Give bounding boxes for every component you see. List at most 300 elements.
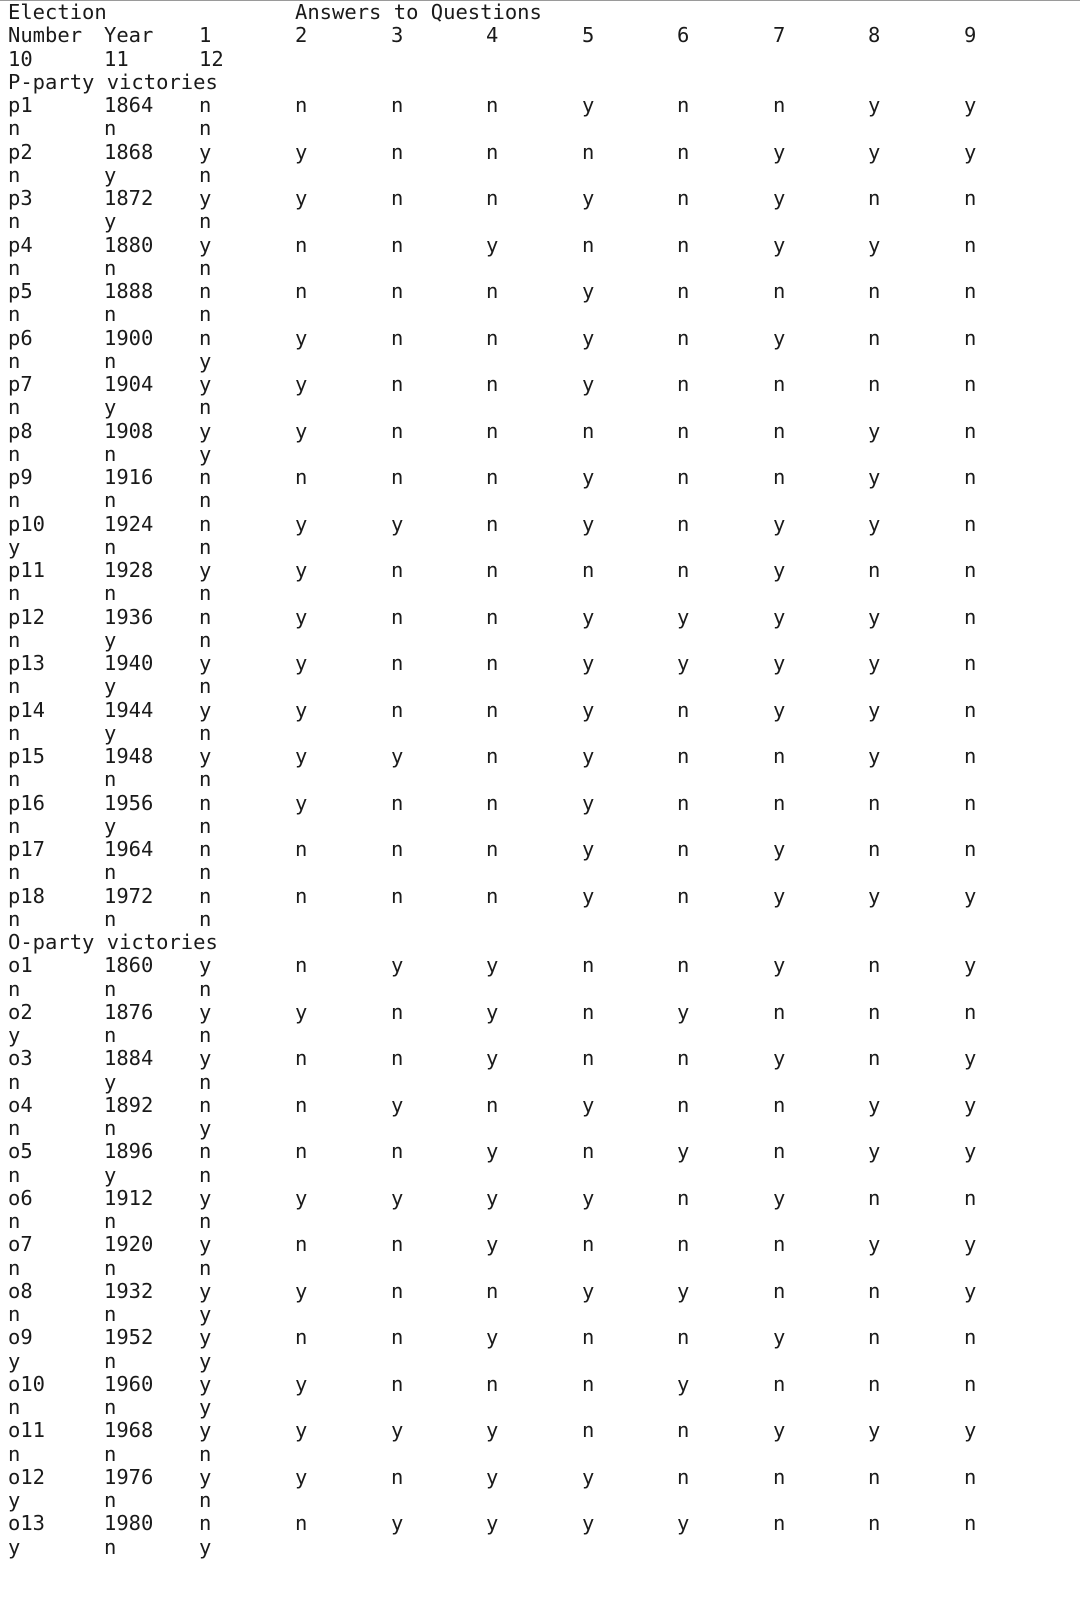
answer-q11: n [104, 1116, 117, 1140]
answer-q6: n [677, 953, 690, 978]
answer-q7: y [773, 558, 786, 582]
answer-q3: n [391, 465, 404, 489]
table-row-continued [0, 349, 1080, 373]
election-year: 1904 [104, 372, 154, 396]
answer-q9: n [964, 186, 977, 210]
answer-q2: y [295, 511, 308, 536]
answer-q6: n [677, 1046, 690, 1071]
table-row [0, 605, 1080, 629]
table-row [0, 1465, 1080, 1489]
table-row-continued [0, 674, 1080, 698]
answer-q7: y [773, 604, 786, 629]
answer-q11: n [104, 906, 117, 931]
table-row [0, 791, 1080, 815]
answer-q4: n [486, 279, 499, 303]
answer-q11: n [104, 1395, 117, 1419]
election-number: o10 [8, 1371, 46, 1396]
answer-q11: n [104, 767, 117, 792]
answer-q11: y [104, 627, 117, 652]
election-number: p4 [8, 232, 33, 257]
answer-q5: n [582, 1325, 595, 1350]
header-question-10: 10 [8, 46, 33, 71]
election-number: o8 [8, 1278, 33, 1303]
election-year: 1968 [104, 1418, 154, 1443]
header-year: Year [104, 23, 154, 48]
answer-q6: n [677, 1418, 690, 1443]
answer-q9: n [964, 697, 977, 722]
answer-q10: y [8, 1023, 21, 1047]
election-number: p12 [8, 604, 46, 629]
answer-q1: n [199, 279, 212, 303]
answer-q7: y [773, 325, 786, 350]
answer-q8: n [868, 1185, 881, 1210]
answer-q1: n [199, 790, 212, 815]
answer-q11: n [104, 1441, 117, 1466]
table-row-continued [0, 163, 1080, 187]
answer-q2: y [295, 1371, 308, 1396]
answer-q5: y [582, 511, 595, 536]
answer-q10: n [8, 1116, 21, 1140]
answer-q3: n [391, 1232, 404, 1257]
answer-q12: n [199, 488, 212, 513]
answer-q8: n [868, 1371, 881, 1396]
table-row [0, 512, 1080, 536]
answer-q3: n [391, 697, 404, 722]
answer-q1: y [199, 139, 212, 164]
table-row [0, 279, 1080, 303]
answer-q10: n [8, 395, 21, 420]
election-number: p16 [8, 790, 46, 815]
answer-q11: n [104, 1023, 117, 1047]
answer-q11: n [104, 581, 117, 606]
answer-q1: y [199, 1325, 212, 1350]
answer-q6: n [677, 325, 690, 350]
election-year: 1912 [104, 1185, 154, 1210]
election-year: 1888 [104, 279, 154, 303]
table-row-continued [0, 581, 1080, 605]
answer-q4: n [486, 1092, 499, 1117]
answer-q6: y [677, 604, 690, 629]
answer-q9: n [964, 790, 977, 815]
answer-q12: n [199, 162, 212, 187]
answer-q9: y [964, 1232, 977, 1257]
answer-q7: n [773, 465, 786, 489]
answer-q1: n [199, 93, 212, 117]
election-year: 1900 [104, 325, 154, 350]
election-year: 1960 [104, 1371, 154, 1396]
answer-q2: n [295, 1092, 308, 1117]
answer-q5: y [582, 651, 595, 675]
answer-q6: n [677, 1325, 690, 1350]
election-number: p3 [8, 186, 33, 210]
election-year: 1872 [104, 186, 154, 210]
answer-q8: n [868, 1464, 881, 1489]
header-question-3: 3 [391, 23, 404, 48]
answer-q4: n [486, 186, 499, 210]
answer-q3: n [391, 1278, 404, 1303]
table-row [0, 419, 1080, 443]
election-number: o12 [8, 1464, 46, 1489]
answer-q7: n [773, 1464, 786, 1489]
table-row [0, 372, 1080, 396]
answer-q9: n [964, 279, 977, 303]
answer-q12: n [199, 627, 212, 652]
election-number: o4 [8, 1092, 33, 1117]
answer-q6: n [677, 837, 690, 861]
answer-q11: y [104, 1069, 117, 1094]
answer-q2: y [295, 186, 308, 210]
answer-q7: y [773, 883, 786, 908]
answer-q12: n [199, 534, 212, 559]
answer-q7: n [773, 1092, 786, 1117]
table-row-continued [0, 1442, 1080, 1466]
answer-q9: n [964, 651, 977, 675]
answer-q5: y [582, 1092, 595, 1117]
election-year: 1908 [104, 418, 154, 443]
answer-q11: n [104, 1534, 117, 1559]
election-year: 1884 [104, 1046, 154, 1071]
answer-q8: y [868, 1092, 881, 1117]
answer-q1: n [199, 883, 212, 908]
answer-q9: n [964, 1325, 977, 1350]
answer-q12: n [199, 813, 212, 838]
answer-q7: n [773, 93, 786, 117]
election-year: 1924 [104, 511, 154, 536]
answer-q12: n [199, 1488, 212, 1512]
answer-q8: n [868, 372, 881, 396]
answer-q1: y [199, 372, 212, 396]
table-row [0, 651, 1080, 675]
answer-q7: y [773, 139, 786, 164]
answer-q4: n [486, 1278, 499, 1303]
answer-q8: n [868, 325, 881, 350]
answer-q12: n [199, 1255, 212, 1280]
answer-q10: n [8, 1162, 21, 1187]
answer-q3: n [391, 232, 404, 257]
election-number: o1 [8, 953, 33, 978]
table-row [0, 233, 1080, 257]
answer-q6: y [677, 1511, 690, 1536]
election-number: o6 [8, 1185, 33, 1210]
answer-q6: n [677, 511, 690, 536]
election-year: 1876 [104, 999, 154, 1024]
answer-q3: n [391, 999, 404, 1024]
answer-q12: y [199, 441, 212, 466]
header-number: Number [8, 23, 83, 48]
election-number: o9 [8, 1325, 33, 1350]
answer-q1: y [199, 697, 212, 722]
answer-q3: n [391, 558, 404, 582]
answer-q9: n [964, 999, 977, 1024]
answer-q2: n [295, 279, 308, 303]
answer-q4: n [486, 558, 499, 582]
answer-q9: n [964, 372, 977, 396]
answer-q7: y [773, 511, 786, 536]
answer-q9: n [964, 558, 977, 582]
answer-q12: y [199, 1348, 212, 1373]
election-number: p13 [8, 651, 46, 675]
table-row [0, 1046, 1080, 1070]
answer-q8: y [868, 1418, 881, 1443]
answer-q5: n [582, 1371, 595, 1396]
answer-q11: y [104, 395, 117, 420]
answer-q12: n [199, 860, 212, 885]
answer-q10: y [8, 1534, 21, 1559]
answer-q1: n [199, 465, 212, 489]
table-row-continued [0, 209, 1080, 233]
answer-q6: n [677, 186, 690, 210]
answer-q8: y [868, 232, 881, 257]
table-row-continued [0, 814, 1080, 838]
answer-q2: n [295, 837, 308, 861]
answer-q1: n [199, 604, 212, 629]
answer-q1: y [199, 1185, 212, 1210]
answer-q3: n [391, 1139, 404, 1164]
answer-q11: y [104, 720, 117, 745]
answer-q12: n [199, 209, 212, 234]
answer-q5: y [582, 1511, 595, 1536]
answer-q11: n [104, 488, 117, 513]
election-number: o3 [8, 1046, 33, 1071]
election-year: 1980 [104, 1511, 154, 1536]
election-year: 1916 [104, 465, 154, 489]
answer-q10: n [8, 302, 21, 327]
election-year: 1964 [104, 837, 154, 861]
table-row [0, 1000, 1080, 1024]
election-number: o5 [8, 1139, 33, 1164]
answer-q3: n [391, 790, 404, 815]
table-row [0, 884, 1080, 908]
answer-q3: n [391, 1464, 404, 1489]
election-year: 1948 [104, 744, 154, 768]
answer-q4: n [486, 651, 499, 675]
table-row-continued [0, 1163, 1080, 1187]
header-question-1: 1 [199, 23, 212, 48]
table-row [0, 465, 1080, 489]
answer-q6: n [677, 558, 690, 582]
table-row [0, 1279, 1080, 1303]
answer-q2: y [295, 1278, 308, 1303]
answer-q7: y [773, 1325, 786, 1350]
answer-q8: n [868, 279, 881, 303]
answer-q10: n [8, 162, 21, 187]
answer-q3: n [391, 604, 404, 629]
answer-q2: n [295, 1511, 308, 1536]
answer-q3: n [391, 1046, 404, 1071]
answer-q2: y [295, 1185, 308, 1210]
answer-q6: n [677, 232, 690, 257]
election-number: o7 [8, 1232, 33, 1257]
answer-q3: n [391, 1325, 404, 1350]
answer-q5: y [582, 279, 595, 303]
election-number: p7 [8, 372, 33, 396]
answer-q12: n [199, 1209, 212, 1233]
answer-q12: n [199, 1441, 212, 1466]
answer-q4: n [486, 790, 499, 815]
table-row [0, 953, 1080, 977]
answer-q12: n [199, 1023, 212, 1047]
answer-q9: n [964, 465, 977, 489]
answer-q9: y [964, 1139, 977, 1164]
answer-q8: n [868, 1278, 881, 1303]
answer-q7: y [773, 186, 786, 210]
table-row [0, 1511, 1080, 1535]
answer-q11: n [104, 534, 117, 559]
answer-q9: n [964, 1371, 977, 1396]
answer-q5: y [582, 697, 595, 722]
answer-q10: n [8, 860, 21, 885]
answer-q11: y [104, 209, 117, 234]
answer-q6: n [677, 744, 690, 768]
election-number: p9 [8, 465, 33, 489]
answer-q11: n [104, 348, 117, 373]
answer-q10: n [8, 674, 21, 699]
table-row-continued [0, 256, 1080, 280]
answer-q11: y [104, 813, 117, 838]
answer-q5: y [582, 325, 595, 350]
table-row [0, 1372, 1080, 1396]
answer-q9: n [964, 325, 977, 350]
answer-q5: y [582, 186, 595, 210]
section-heading: P-party victories [8, 69, 218, 94]
election-year: 1880 [104, 232, 154, 257]
header-question-7: 7 [773, 23, 786, 48]
answer-q2: n [295, 953, 308, 978]
answer-q1: n [199, 325, 212, 350]
answer-q5: y [582, 465, 595, 489]
answer-q4: n [486, 93, 499, 117]
answer-q7: n [773, 999, 786, 1024]
election-year: 1864 [104, 93, 154, 117]
answer-q6: n [677, 1185, 690, 1210]
answer-q12: n [199, 674, 212, 699]
answer-q5: y [582, 93, 595, 117]
answer-q4: n [486, 511, 499, 536]
answer-q11: n [104, 302, 117, 327]
answer-q3: n [391, 837, 404, 861]
table-row [0, 140, 1080, 164]
answer-q2: y [295, 999, 308, 1024]
answer-q7: n [773, 1371, 786, 1396]
header-question-2: 2 [295, 23, 308, 48]
answer-q2: n [295, 883, 308, 908]
table-row [0, 744, 1080, 768]
answer-q1: y [199, 1371, 212, 1396]
answer-q8: n [868, 558, 881, 582]
answer-q4: n [486, 139, 499, 164]
election-year: 1952 [104, 1325, 154, 1350]
answer-q4: y [486, 1511, 499, 1536]
answer-q10: y [8, 1488, 21, 1512]
answer-q2: y [295, 1418, 308, 1443]
answer-q8: n [868, 1511, 881, 1536]
answer-q7: y [773, 697, 786, 722]
answer-q3: n [391, 93, 404, 117]
answer-q10: n [8, 767, 21, 792]
answer-q12: y [199, 1395, 212, 1419]
answer-q7: y [773, 1046, 786, 1071]
answer-q1: y [199, 1232, 212, 1257]
table-row [0, 1139, 1080, 1163]
answer-q4: y [486, 1046, 499, 1071]
answer-q8: y [868, 604, 881, 629]
answer-q4: y [486, 232, 499, 257]
answer-q3: y [391, 1185, 404, 1210]
answer-q8: y [868, 1139, 881, 1164]
answer-q3: n [391, 279, 404, 303]
header-question-4: 4 [486, 23, 499, 48]
answer-q2: n [295, 93, 308, 117]
answer-q12: n [199, 581, 212, 606]
answer-q7: y [773, 953, 786, 978]
answer-q10: n [8, 1302, 21, 1326]
answer-q2: y [295, 372, 308, 396]
answer-q3: y [391, 1418, 404, 1443]
answer-q2: y [295, 604, 308, 629]
answer-q9: y [964, 953, 977, 978]
answer-q11: y [104, 1162, 117, 1187]
answer-q5: y [582, 744, 595, 768]
answer-q5: y [582, 604, 595, 629]
answer-q6: y [677, 1278, 690, 1303]
answer-q3: n [391, 325, 404, 350]
election-year: 1932 [104, 1278, 154, 1303]
answer-q2: y [295, 744, 308, 768]
table-row-continued [0, 907, 1080, 931]
answer-q10: n [8, 1255, 21, 1280]
answer-q8: n [868, 1325, 881, 1350]
table-row [0, 698, 1080, 722]
answer-q10: n [8, 209, 21, 234]
answer-q5: n [582, 1232, 595, 1257]
answer-q8: y [868, 883, 881, 908]
answer-q1: y [199, 1046, 212, 1071]
answer-q9: y [964, 93, 977, 117]
election-number: p6 [8, 325, 33, 350]
answer-q7: n [773, 1511, 786, 1536]
answer-q4: n [486, 697, 499, 722]
election-year: 1920 [104, 1232, 154, 1257]
answer-q8: y [868, 697, 881, 722]
answer-q10: n [8, 1395, 21, 1419]
answer-q5: y [582, 372, 595, 396]
answer-q11: y [104, 674, 117, 699]
answer-q5: n [582, 418, 595, 443]
answer-q6: n [677, 1092, 690, 1117]
answer-q6: n [677, 790, 690, 815]
election-number: p17 [8, 837, 46, 861]
table-row-continued [0, 442, 1080, 466]
answer-q8: n [868, 790, 881, 815]
answer-q3: n [391, 883, 404, 908]
answer-q8: y [868, 93, 881, 117]
answer-q1: y [199, 1464, 212, 1489]
answer-q1: n [199, 1511, 212, 1536]
election-year: 1944 [104, 697, 154, 722]
answer-q6: y [677, 1139, 690, 1164]
answer-q7: y [773, 1185, 786, 1210]
answer-q9: n [964, 604, 977, 629]
table-row-continued [0, 116, 1080, 140]
table-row-continued [0, 977, 1080, 1001]
answer-q9: y [964, 1046, 977, 1071]
answer-q10: n [8, 488, 21, 513]
election-number: o13 [8, 1511, 46, 1536]
election-number: o11 [8, 1418, 46, 1443]
answer-q6: n [677, 279, 690, 303]
answer-q11: n [104, 441, 117, 466]
answer-q6: n [677, 465, 690, 489]
